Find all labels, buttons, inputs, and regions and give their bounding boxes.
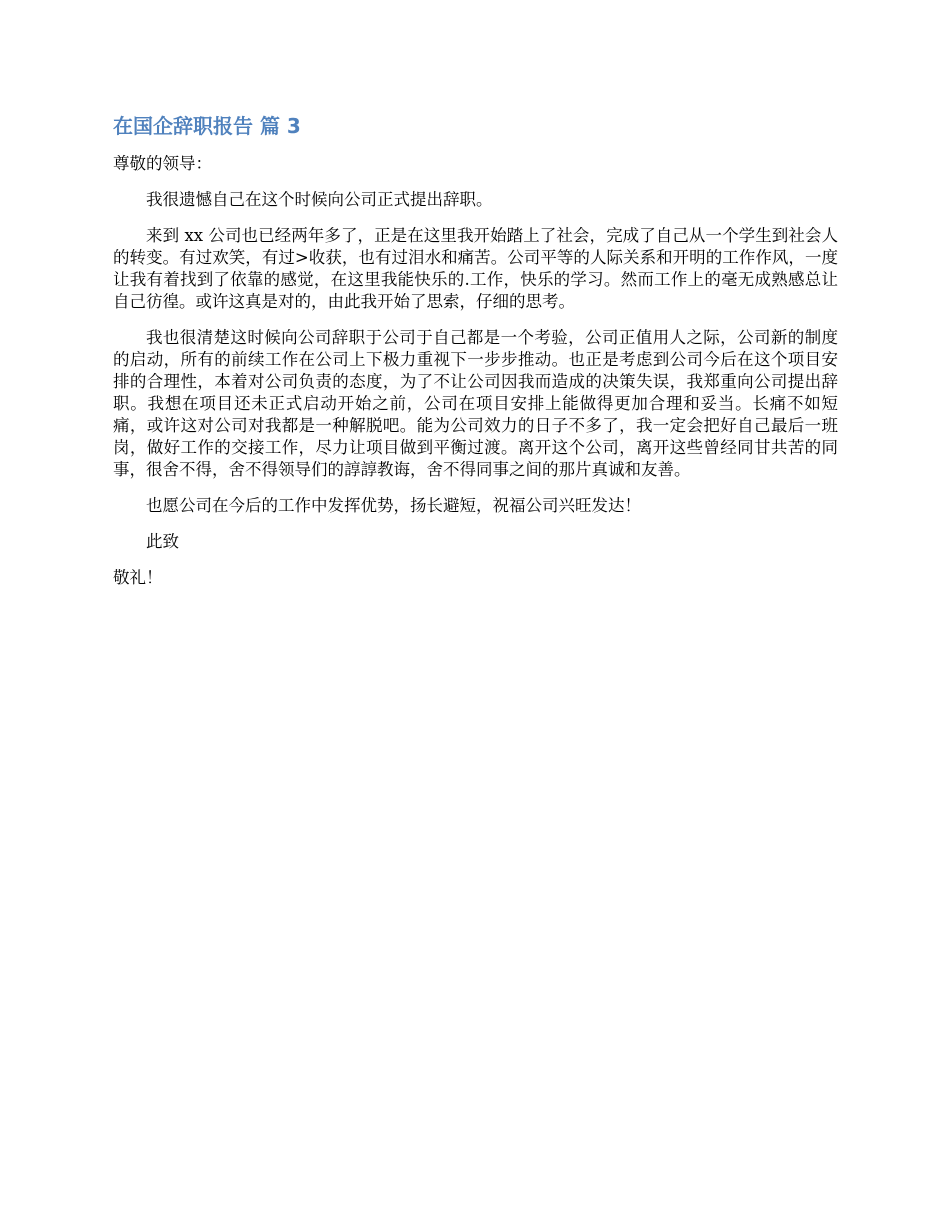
document-title: 在国企辞职报告 篇 3 bbox=[113, 114, 301, 138]
closing-salutation: 此致 bbox=[146, 532, 179, 551]
closing-regards: 敬礼！ bbox=[113, 568, 163, 587]
greeting-line: 尊敬的领导： bbox=[113, 154, 212, 173]
paragraph-apology: 我很遗憾自己在这个时候向公司正式提出辞职。 bbox=[146, 190, 493, 209]
document-body bbox=[113, 113, 838, 589]
paragraph-reasons: 我也很清楚这时候向公司辞职于公司于自己都是一个考验，公司正值用人之际，公司新的制度的启动，所有的前续工作在公司上下极力重视下一步步推动。也正是考虑到公司今后在这个项目安排的合理性，本着对公司负责的态度，为了不让公司因我而造成的决策失误，我郑重向公司提出辞职。我想在项目还未正式启动开始之前，公司在项目安排上能做得更加合理和妥当。长痛不如短痛，或许这对公司对我都是一种解脱吧。能为公司效力的日子不多了，我一定会把好自己最后一班岗，做好工作的交接工作，尽力让项目做到平衡过渡。离开这个公司，离开这些曾经同甘共苦的同事，很舍不得，舍不得领导们的諄諄教诲，舍不得同事之间的那片真诚和友善。 bbox=[113, 328, 838, 479]
paragraph-experience: 来到 xx 公司也已经两年多了，正是在这里我开始踏上了社会，完成了自己从一个学生到社会人的转变。有过欢笑，有过>收获，也有过泪水和痛苦。公司平等的人际关系和开明的工作作风，一度让我有着找到了依靠的感觉，在这里我能快乐的.工作，快乐的学习。然而工作上的毫无成熟感总让自己彷徨。或许这真是对的，由此我开始了思索，仔细的思考。 bbox=[113, 226, 838, 311]
paragraph-wishes: 也愿公司在今后的工作中发挥优势，扬长避短，祝福公司兴旺发达！ bbox=[146, 496, 641, 515]
